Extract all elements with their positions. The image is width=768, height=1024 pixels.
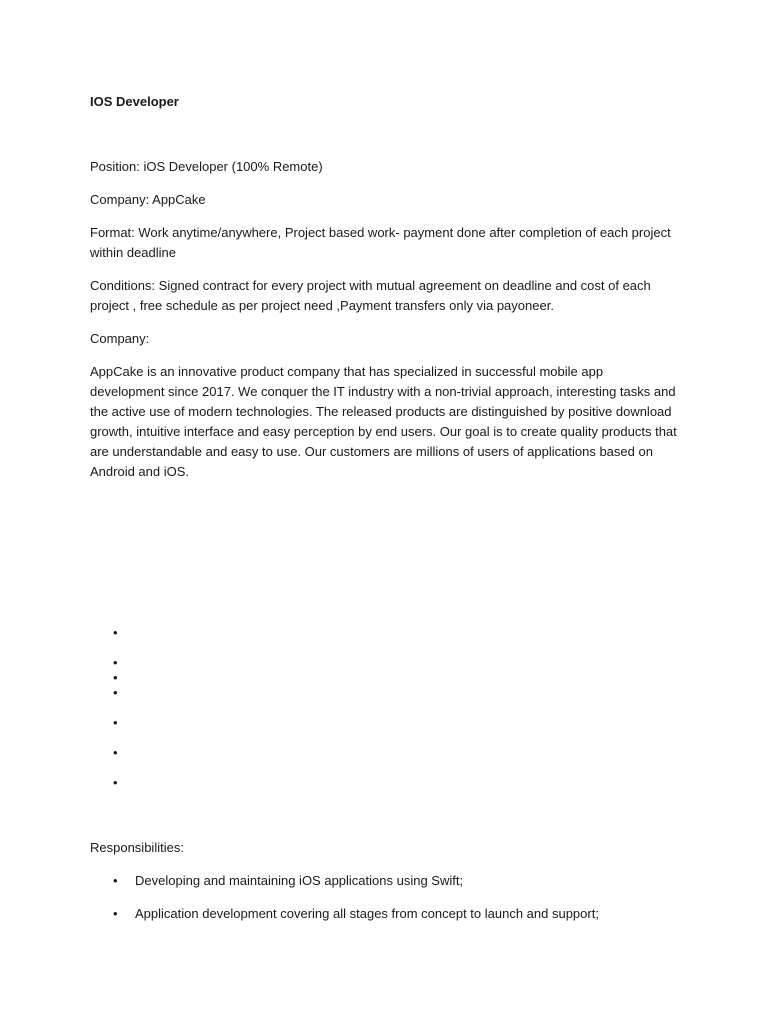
empty-list-bullet: • [113,625,118,640]
responsibility-text: Application development covering all stages from concept to launch and support; [135,906,599,921]
conditions-paragraph: Conditions: Signed contract for every project with mutual agreement on deadline and cost of each project , free schedule as per project need ,Payment transfers only via payoneer. [90,278,651,313]
empty-list-bullet: • [113,775,118,790]
document-title: IOS Developer [90,94,179,109]
empty-list-bullet: • [113,685,118,700]
responsibility-text: Developing and maintaining iOS applications using Swift; [135,873,464,888]
company-heading: Company: [90,331,150,346]
company-line: Company: AppCake [90,192,206,207]
position-line: Position: iOS Developer (100% Remote) [90,159,323,174]
bullet-glyph: • [113,906,118,921]
responsibilities-heading: Responsibilities: [90,840,184,855]
list-item [113,872,713,890]
empty-list-bullet: • [113,715,118,730]
empty-list-bullet: • [113,745,118,760]
format-paragraph: Format: Work anytime/anywhere, Project based work- payment done after completion of each project within deadline [90,225,671,260]
empty-list-bullet: • [113,670,118,685]
empty-list-bullet: • [113,655,118,670]
list-item [113,905,713,923]
bullet-glyph: • [113,873,118,888]
company-description: AppCake is an innovative product company that has specialized in successful mobile app development since 2017. We conquer the IT industry with a non-trivial approach, interesting tasks and the active use of modern technologies. The released products are distinguished by positive download growth, intuitive interface and easy perception by end users. Our goal is to create quality products that are understandable and easy to use. Our customers are millions of users of applications based on Android and iOS. [90,364,677,479]
